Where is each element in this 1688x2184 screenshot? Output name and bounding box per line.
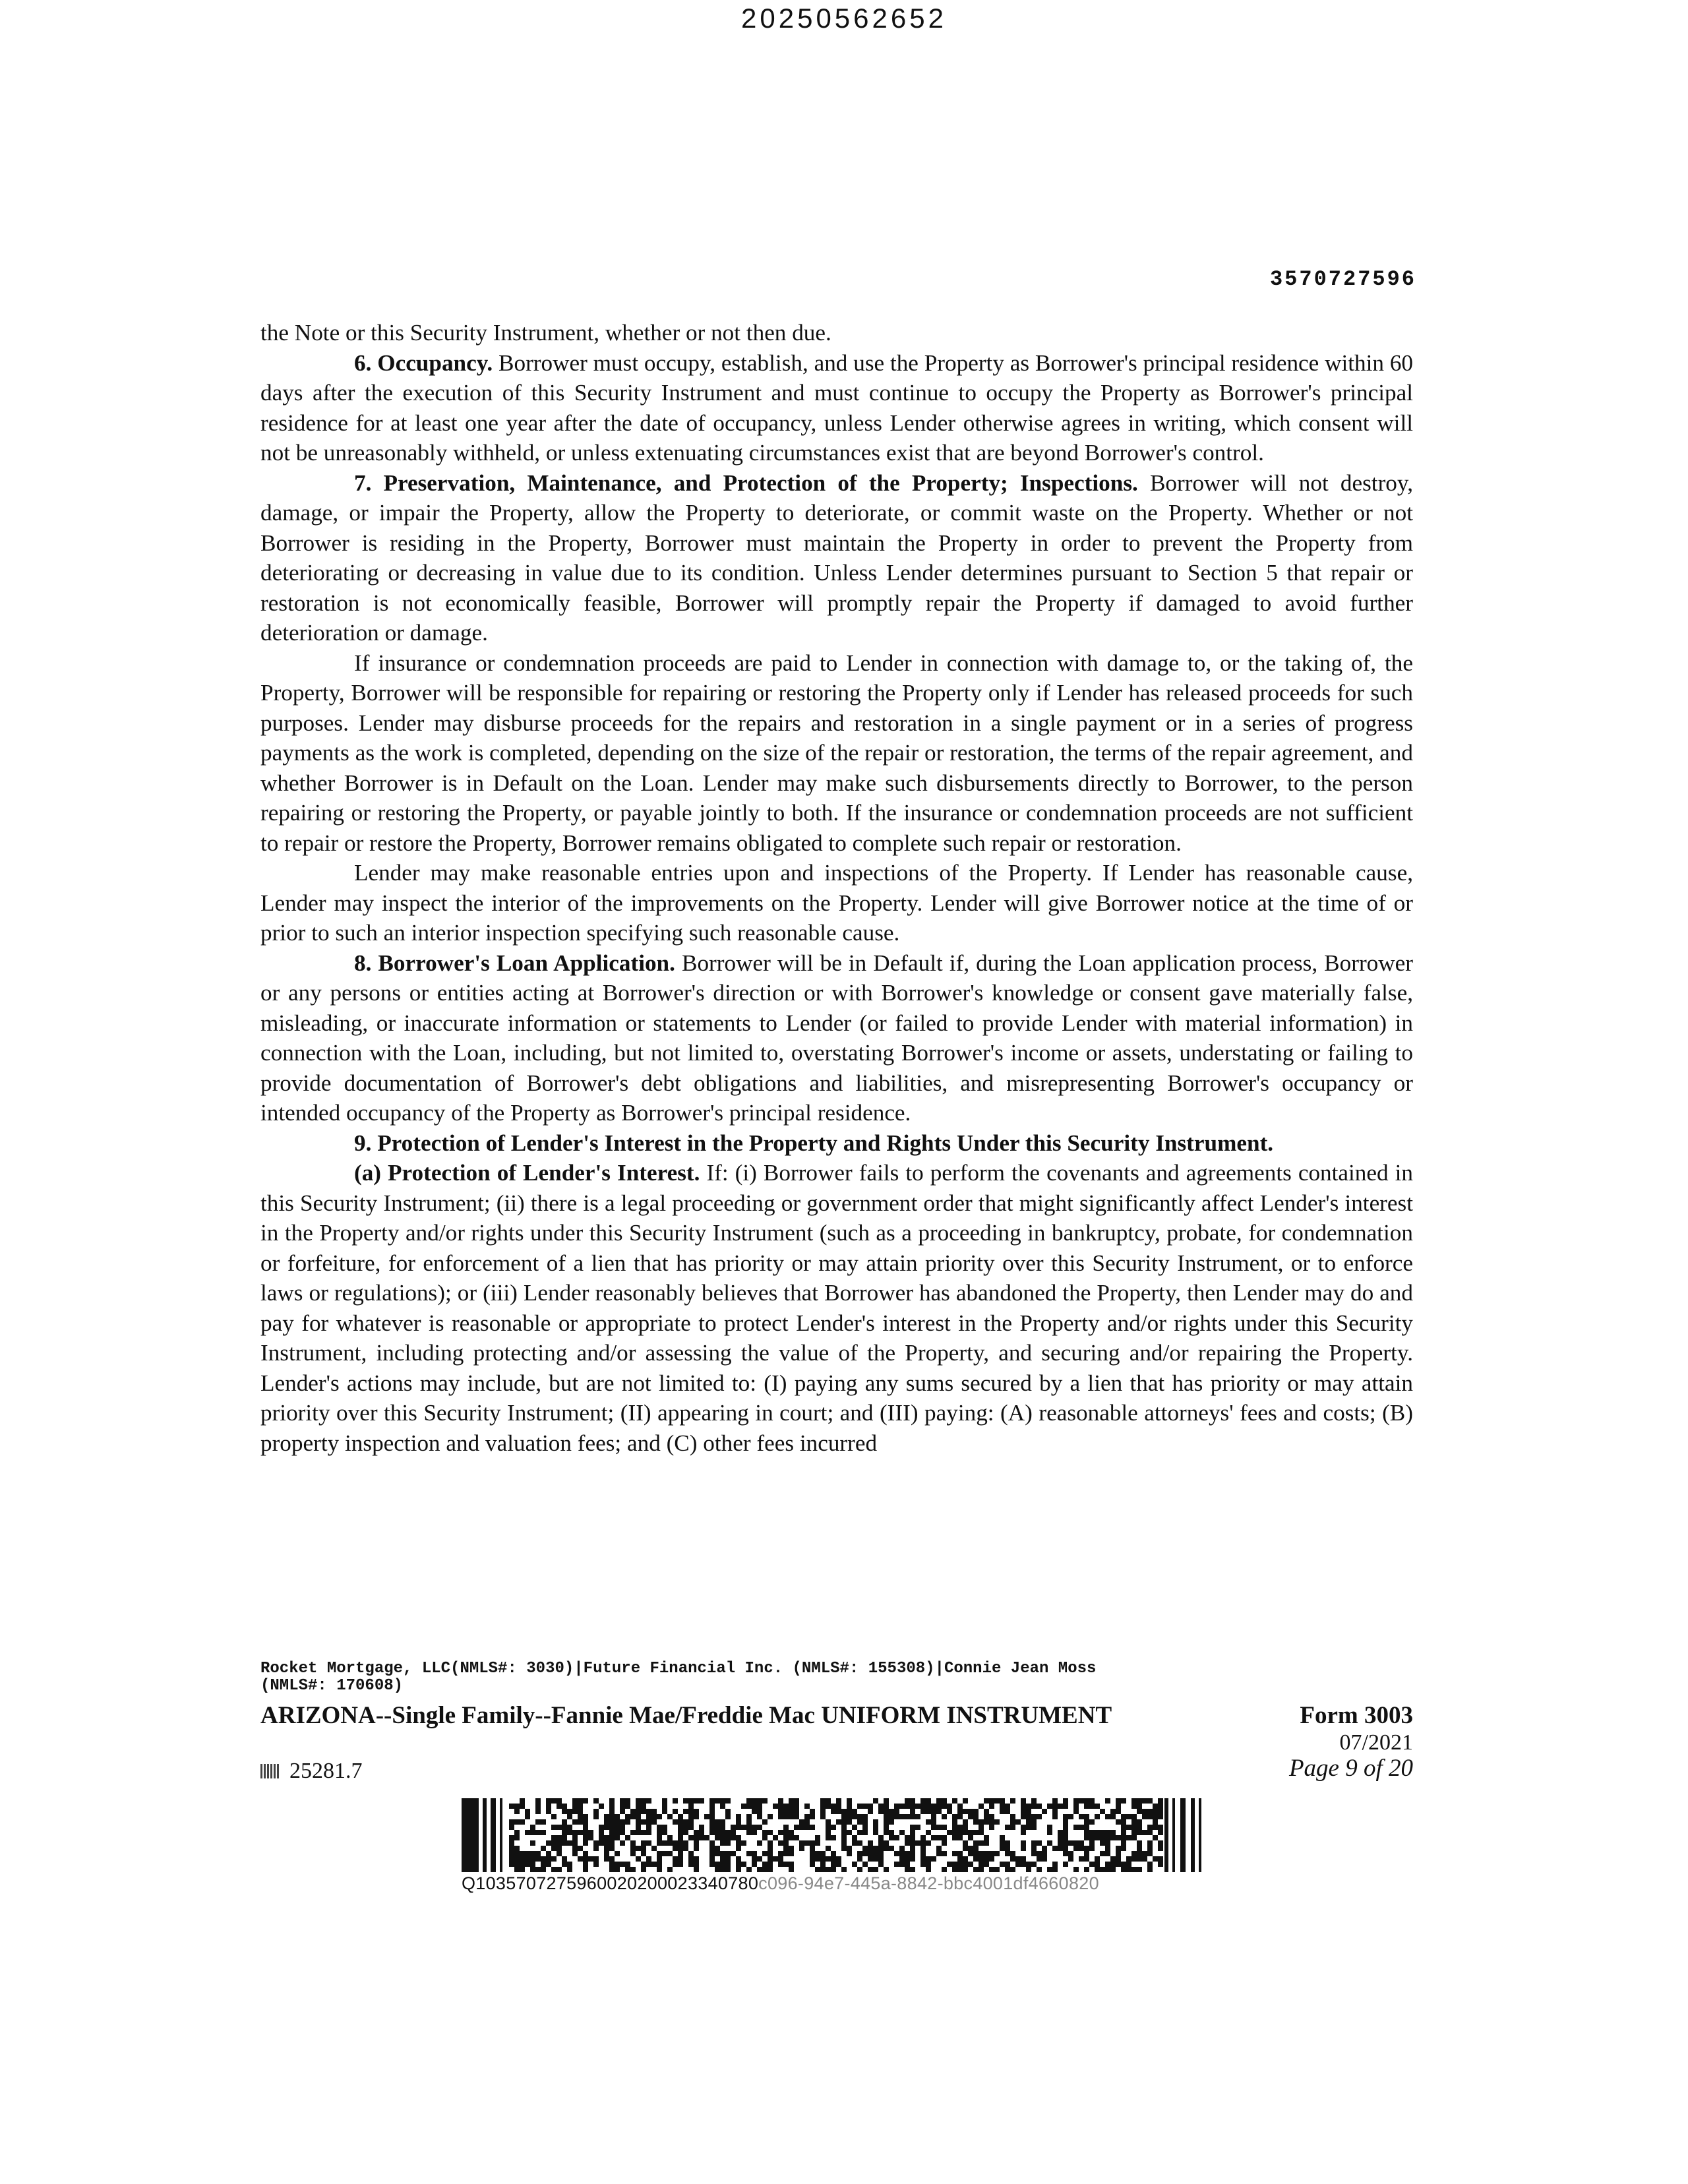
form-number: Form 3003 [1300,1702,1413,1729]
lender-line-2: (NMLS#: 170608) [260,1677,404,1695]
document-barcode [462,1798,1213,1894]
section-8-loan-application [260,948,1413,1128]
lender-info [260,1660,1413,1695]
section-6-text: Borrower must occupy, establish, and use the Property as Borrower's principal residence within 60 days after the execution of this Security Instrument and must continue to occupy the Property as Borrower's principal residence for at least one year after the date of occupancy, unless Lender otherwise agrees in writing, which consent will not be unreasonably withheld, or unless extenuating circumstances exist that are beyond Borrower's control. [260,349,1414,466]
barcode-text-dark: Q1035707275960020200023340780 [462,1873,759,1893]
barcode-icon [260,1764,280,1778]
section-9-heading [260,1128,1413,1159]
form-date: 07/2021 [1339,1730,1413,1755]
barcode-graphic [462,1798,1205,1872]
doc-code-value: 25281.7 [289,1759,363,1784]
recording-number: 20250562652 [741,3,947,34]
paragraph-continuation: the Note or this Security Instrument, whether or not then due. [260,320,831,346]
section-7-insurance-paragraph: If insurance or condemnation proceeds are paid to Lender in connection with damage to, or the taking of, the Property, Borrower will be responsible for repairing or restoring the Property only if Lender has released proceeds for such purposes. Lender may disburse proceeds for the repairs and restoration in a single payment or in a series of progress payments as the work is completed, depending on the size of the repair or restoration, the terms of the repair agreement, and whether Borrower is in Default on the Loan. Lender may make such disbursements directly to Borrower, to the person repairing or restoring the Property, or payable jointly to both. If the insurance or condemnation proceeds are not sufficient to repair or restore the Property, Borrower remains obligated to complete such repair or restoration. [260,650,1413,856]
section-9a-protection [260,1158,1413,1458]
barcode-text-faint: c096-94e7-445a-8842-bbc4001df4660820 [758,1873,1099,1893]
section-7-preservation [260,468,1413,648]
section-9-title: 9. Protection of Lender's Interest in the Property and Rights Under this Security Instrument. [354,1130,1274,1156]
barcode-text [462,1873,1213,1894]
form-title: ARIZONA--Single Family--Fannie Mae/Freddie Mac UNIFORM INSTRUMENT [260,1702,1112,1729]
section-8-text: Borrower will be in Default if, during the Loan application process, Borrower or any persons or entities acting at Borrower's direction or with Borrower's knowledge or consent gave materially false, misleading, or inaccurate information or statements to Lender (or failed to provide Lender with material information) in connection with the Loan, including, but not limited to, overstating Borrower's income or assets, understating or failing to provide documentation of Borrower's debt obligations and liabilities, and misrepresenting Borrower's occupancy or intended occupancy of the Property as Borrower's principal residence. [260,950,1414,1126]
section-7-inspection-paragraph: Lender may make reasonable entries upon and inspections of the Property. If Lender has reasonable cause, Lender may inspect the interior of the improvements on the Property. Lender will give Borrower notice at the time of or prior to such an interior inspection specifying such reasonable cause. [260,860,1413,946]
loan-number: 3570727596 [1269,267,1416,291]
page-footer [260,1660,1413,1784]
document-body [260,318,1413,1458]
section-9a-text: If: (i) Borrower fails to perform the covenants and agreements contained in this Security Instrument; (ii) there is a legal proceeding or government order that might significantly affect Lender's interest in the Property and/or rights under this Security Instrument (such as a proceeding in bankruptcy, probate, for condemnation or forfeiture, for enforcement of a lien that has priority or may attain priority over this Security Instrument, or to enforce laws or regulations); or (iii) Lender reasonably believes that Borrower has abandoned the Property, then Lender may do and pay for whatever is reasonable or appropriate to protect Lender's interest in the Property and/or rights under this Security Instrument, including protecting and/or assessing the value of the Property, and securing and/or repairing the Property. Lender's actions may include, but are not limited to: (I) paying any sums secured by a lien that has priority or may attain priority over this Security Instrument; (II) appearing in court; and (III) paying: (A) reasonable attorneys' fees and costs; (B) property inspection and valuation fees; and (C) other fees incurred [260,1160,1413,1456]
section-6-title: 6. Occupancy. [354,349,493,376]
section-6-occupancy [260,348,1413,468]
doc-code [260,1757,363,1784]
form-title-row [260,1701,1413,1730]
page-number: Page 9 of 20 [1288,1755,1413,1782]
section-7-title: 7. Preservation, Maintenance, and Protection of the Property; Inspections. [354,470,1138,496]
section-8-title: 8. Borrower's Loan Application. [354,950,675,976]
section-7-text: Borrower will not destroy, damage, or impair the Property, allow the Property to deteriorate, or commit waste on the Property. Whether or not Borrower is residing in the Property, Borrower must maintain the Property in order to prevent the Property from deteriorating or decreasing in value due to its condition. Unless Lender determines pursuant to Section 5 that repair or restoration is not economically feasible, Borrower will promptly repair the Property if damaged to avoid further deterioration or damage. [260,470,1413,646]
footer-bottom-row [260,1755,1413,1784]
lender-line-1: Rocket Mortgage, LLC(NMLS#: 3030)|Future Financial Inc. (NMLS#: 155308)|Connie Jean Moss [260,1660,1097,1678]
section-9a-title: (a) Protection of Lender's Interest. [354,1160,700,1186]
